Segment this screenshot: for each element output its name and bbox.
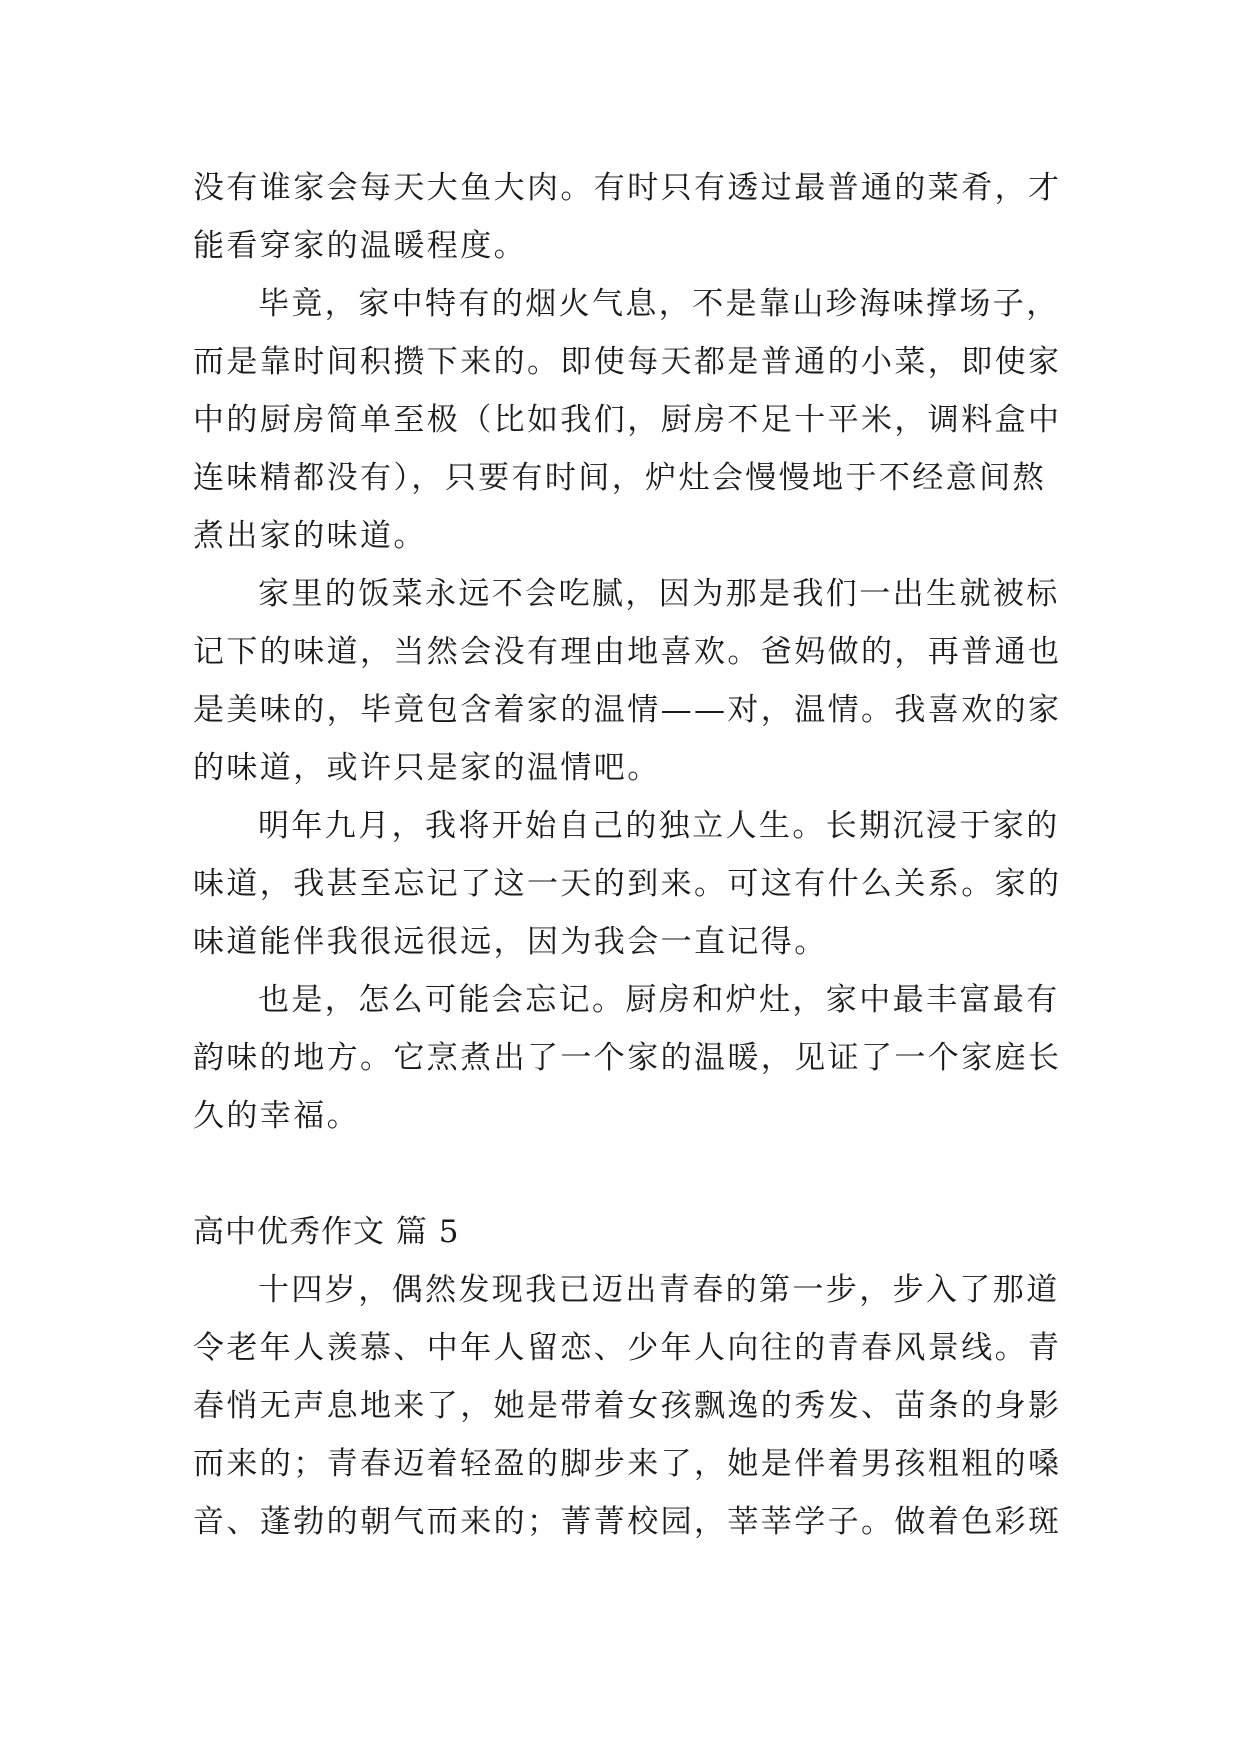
paragraph-line: 韵味的地方。它烹煮出了一个家的温暖，见证了一个家庭长 (193, 1040, 1062, 1076)
paragraph-line: 也是，怎么可能会忘记。厨房和炉灶，家中最丰富最有 (258, 982, 1060, 1018)
paragraph-line: 毕竟，家中特有的烟火气息，不是靠山珍海味撑场子， (258, 286, 1060, 322)
paragraph-line: 家里的饭菜永远不会吃腻，因为那是我们一出生就被标 (258, 576, 1060, 612)
paragraph-line: 十四岁，偶然发现我已迈出青春的第一步，步入了那道 (258, 1272, 1060, 1308)
paragraph-line: 音、蓬勃的朝气而来的；菁菁校园，莘莘学子。做着色彩斑 (193, 1504, 1062, 1540)
paragraph-line: 连味精都没有），只要有时间，炉灶会慢慢地于不经意间熬 (193, 460, 1046, 496)
paragraph-line: 味道，我甚至忘记了这一天的到来。可这有什么关系。家的 (193, 866, 1062, 902)
paragraph-line: 中的厨房简单至极（比如我们，厨房不足十平米，调料盒中 (193, 402, 1062, 438)
paragraph-line: 没有谁家会每天大鱼大肉。有时只有透过最普通的菜肴，才 (193, 170, 1062, 206)
section-heading: 高中优秀作文 篇 5 (193, 1214, 460, 1250)
paragraph-line: 久的幸福。 (193, 1098, 360, 1134)
paragraph-line: 而是靠时间积攒下来的。即使每天都是普通的小菜，即使家 (193, 344, 1062, 380)
paragraph-line: 令老年人羡慕、中年人留恋、少年人向往的青春风景线。青 (193, 1330, 1062, 1366)
paragraph-line: 而来的；青春迈着轻盈的脚步来了，她是伴着男孩粗粗的嗓 (193, 1446, 1062, 1482)
paragraph-line: 记下的味道，当然会没有理由地喜欢。爸妈做的，再普通也 (193, 634, 1062, 670)
paragraph-line: 味道能伴我很远很远，因为我会一直记得。 (193, 924, 828, 960)
paragraph-line: 明年九月，我将开始自己的独立人生。长期沉浸于家的 (258, 808, 1060, 844)
paragraph-line: 能看穿家的温暖程度。 (193, 228, 527, 264)
paragraph-line: 煮出家的味道。 (193, 518, 427, 554)
paragraph-line: 春悄无声息地来了，她是带着女孩飘逸的秀发、苗条的身影 (193, 1388, 1062, 1424)
paragraph-line: 的味道，或许只是家的温情吧。 (193, 750, 661, 786)
paragraph-line: 是美味的，毕竟包含着家的温情——对，温情。我喜欢的家 (193, 692, 1062, 728)
